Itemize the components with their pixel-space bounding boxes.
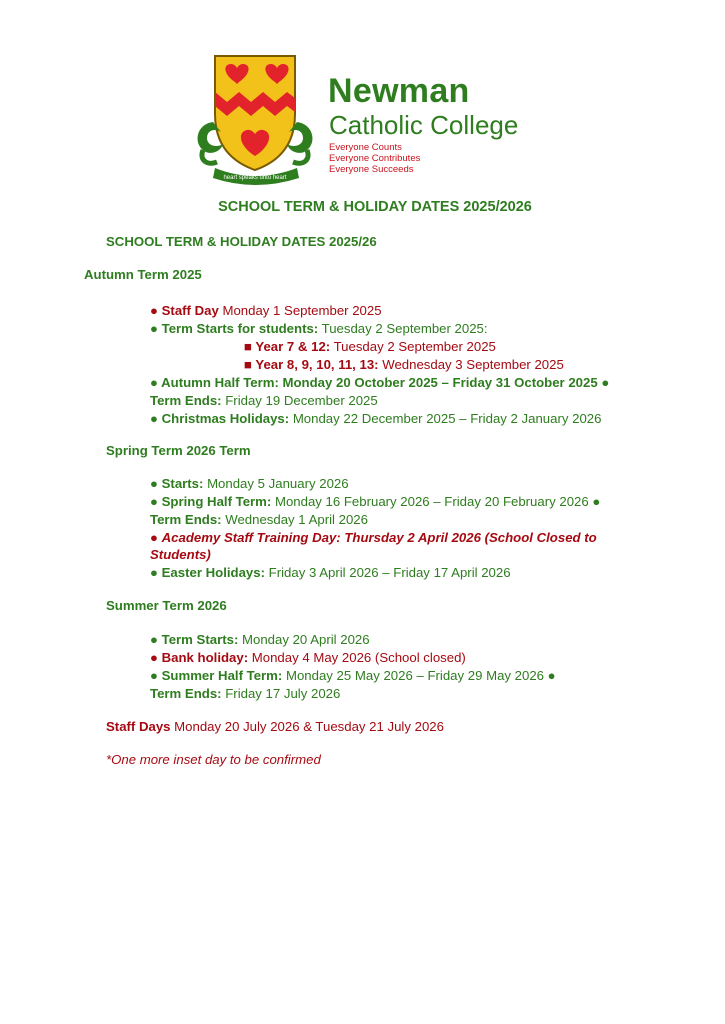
spring-ends-label: Term Ends: (150, 512, 222, 527)
term-starts-value: Tuesday 2 September 2025: (318, 321, 488, 336)
spring-easter (150, 565, 511, 580)
spring-starts-value: Monday 5 January 2026 (203, 476, 349, 491)
autumn-staff-day (150, 303, 382, 318)
summer-ends-label: Term Ends: (150, 686, 222, 701)
spring-half-term (150, 494, 600, 509)
summer-starts (150, 632, 370, 647)
autumn-heading: Autumn Term 2025 (84, 267, 202, 282)
summer-half-value: Monday 25 May 2026 – Friday 29 May 2026 ● (282, 668, 556, 683)
spring-heading: Spring Term 2026 Term (106, 443, 251, 458)
summer-starts-label: ● Term Starts: (150, 632, 239, 647)
section-subtitle: SCHOOL TERM & HOLIDAY DATES 2025/26 (106, 234, 377, 249)
bank-label: ● Bank holiday: (150, 650, 249, 665)
tagline-3: Everyone Succeeds (329, 164, 414, 175)
term-starts-label: ● Term Starts for students: (150, 321, 319, 336)
school-crest-icon (193, 52, 323, 187)
term-ends-value: Friday 19 December 2025 (221, 393, 378, 408)
christmas-label: ● Christmas Holidays: (150, 411, 290, 426)
school-logo (193, 52, 523, 192)
easter-label: ● Easter Holidays: (150, 565, 265, 580)
easter-value: Friday 3 April 2026 – Friday 17 April 2026 (264, 565, 511, 580)
summer-half-term (150, 668, 556, 683)
staff-day-value: Monday 1 September 2025 (218, 303, 382, 318)
training-line-1: Academy Staff Training Day: Thursday 2 April 2026 (School Closed to (161, 530, 597, 545)
bank-value: Monday 4 May 2026 (School closed) (248, 650, 466, 665)
autumn-christmas (150, 411, 601, 426)
summer-half-label: ● Summer Half Term: (150, 668, 283, 683)
training-bullet: ● (150, 530, 162, 545)
summer-starts-value: Monday 20 April 2026 (238, 632, 370, 647)
term-ends-label: Term Ends: (150, 393, 222, 408)
brand-name: Newman (328, 72, 470, 110)
summer-ends-value: Friday 17 July 2026 (221, 686, 341, 701)
spring-starts-label: ● Starts: (150, 476, 204, 491)
christmas-value: Monday 22 December 2025 – Friday 2 January 2026 (289, 411, 602, 426)
brand-subname: Catholic College (329, 110, 519, 140)
spring-term-ends (150, 512, 368, 527)
year7-value: Tuesday 2 September 2025 (330, 339, 496, 354)
spring-half-label: ● Spring Half Term: (150, 494, 272, 509)
staff-day-label: ● Staff Day (150, 303, 219, 318)
year8-label: ■ Year 8, 9, 10, 11, 13: (244, 357, 379, 372)
autumn-year7 (244, 339, 496, 354)
autumn-half-term: ● Autumn Half Term: Monday 20 October 2025 – Friday 31 October 2025 ● (150, 375, 610, 390)
staff-days-value: Monday 20 July 2026 & Tuesday 21 July 2026 (170, 719, 444, 734)
spring-ends-value: Wednesday 1 April 2026 (221, 512, 368, 527)
training-line-2: Students) (150, 547, 211, 562)
inset-day-note: *One more inset day to be confirmed (106, 752, 321, 767)
spring-training-day (150, 530, 597, 545)
staff-days (106, 719, 444, 734)
year7-label: ■ Year 7 & 12: (244, 339, 331, 354)
summer-term-ends (150, 686, 340, 701)
autumn-year8 (244, 357, 564, 372)
motto-text: heart speaks unto heart (223, 175, 287, 181)
year8-value: Wednesday 3 September 2025 (378, 357, 564, 372)
spring-half-value: Monday 16 February 2026 – Friday 20 February 2026 ● (271, 494, 601, 509)
page-title: SCHOOL TERM & HOLIDAY DATES 2025/2026 (218, 199, 532, 215)
autumn-term-starts (150, 321, 488, 336)
staff-days-label: Staff Days (106, 719, 171, 734)
tagline-1: Everyone Counts (329, 142, 402, 153)
tagline-2: Everyone Contributes (329, 153, 421, 164)
summer-heading: Summer Term 2026 (106, 598, 227, 613)
summer-bank-holiday (150, 650, 466, 665)
spring-starts (150, 476, 349, 491)
autumn-term-ends (150, 393, 378, 408)
